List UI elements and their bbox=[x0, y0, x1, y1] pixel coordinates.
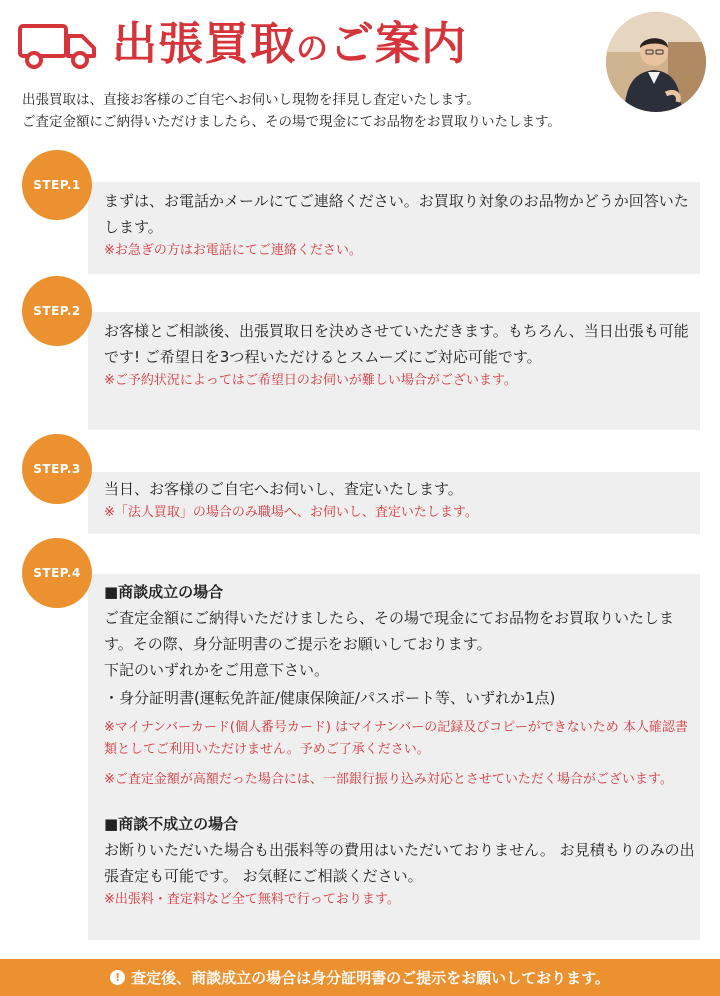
exclamation-circle-icon: ! bbox=[110, 970, 125, 985]
step-1-text: まずは、お電話かメールにてご連絡ください。お買取り対象のお品物かどうか回答いたします。 bbox=[104, 192, 689, 236]
my-number-note: ※マイナンバーカード(個人番号カード) はマイナンバーの記録及びコピーができないため 本人確認書類としてご利用いただけません。予めご了承ください。 bbox=[104, 720, 688, 757]
step-1-badge: STEP.1 bbox=[22, 150, 92, 220]
bank-transfer-note: ※ご査定金額が高額だった場合には、一部銀行振り込み対応とさせていただく場合がございます。 bbox=[104, 772, 673, 787]
page-title: 出張買取のご案内 bbox=[112, 17, 468, 70]
step-1 bbox=[0, 150, 720, 275]
fail-text: お断りいただいた場合も出張料等の費用はいただいておりません。 お見積もりのみの出張査定も可能です。 お気軽にご相談ください。 bbox=[104, 841, 695, 885]
step-2-badge: STEP.2 bbox=[22, 276, 92, 346]
footer-text: 査定後、商談成立の場合は身分証明書のご提示をお願いしております。 bbox=[131, 969, 610, 987]
free-note: ※出張料・査定料など全て無料で行っております。 bbox=[104, 892, 400, 907]
step-2 bbox=[0, 276, 720, 430]
success-heading: ■商談成立の場合 bbox=[104, 583, 224, 601]
step-2-note: ※ご予約状況によってはご希望日のお伺いが難しい場合がございます。 bbox=[104, 373, 517, 388]
step-2-text: お客様とご相談後、出張買取日を決めさせていただきます。もちろん、当日出張も可能です! ご希望日を3つ程いただけるとスムーズにご対応可能です。 bbox=[104, 322, 689, 366]
success-prepare-text: 下記のいずれかをご用意下さい。 bbox=[104, 661, 330, 679]
footer-banner bbox=[0, 959, 720, 996]
id-document-list: ・身分証明書(運転免許証/健康保険証/パスポート等、いずれか1点) bbox=[104, 689, 556, 707]
page-header bbox=[0, 0, 720, 90]
step-3-text: 当日、お客様のご自宅へお伺いし、査定いたします。 bbox=[104, 480, 463, 498]
fail-heading: ■商談不成立の場合 bbox=[104, 815, 239, 833]
staff-photo bbox=[606, 12, 706, 112]
step-1-note: ※お急ぎの方はお電話にてご連絡ください。 bbox=[104, 243, 362, 258]
step-4 bbox=[0, 538, 720, 940]
step-3 bbox=[0, 434, 720, 534]
success-text: ご査定金額にご納得いただけましたら、その場で現金にてお品物をお買取りいたします。その際、身分証明書のご提示をお願いしております。 bbox=[104, 609, 675, 653]
step-3-badge: STEP.3 bbox=[22, 434, 92, 504]
intro-text: 出張買取は、直接お客様のご自宅へお伺いし現物を拝見し査定いたします。 ご査定金額にご納得いただけましたら、その場で現金にてお品物をお買取りいたします。 bbox=[22, 92, 561, 130]
step-3-note: ※「法人買取」の場合のみ職場へ、お伺いし、査定いたします。 bbox=[104, 505, 478, 520]
step-4-badge: STEP.4 bbox=[22, 538, 92, 608]
truck-icon bbox=[18, 22, 98, 70]
